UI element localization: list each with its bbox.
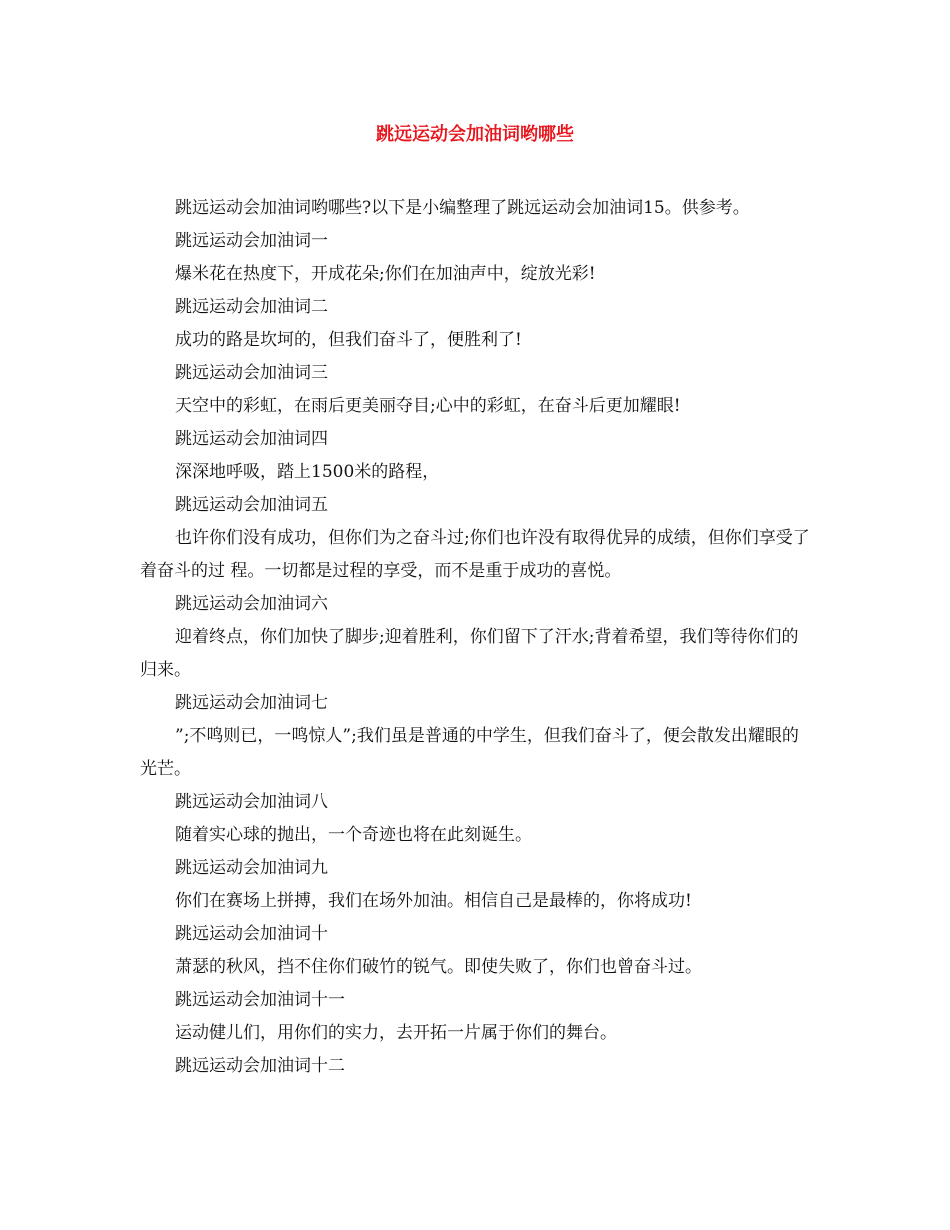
paragraph: 萧瑟的秋风，挡不住你们破竹的锐气。即使失败了，你们也曾奋斗过。 <box>175 957 702 977</box>
section-heading: 跳远运动会加油词二 <box>175 297 328 317</box>
document-title: 跳远运动会加油词哟哪些 <box>376 124 574 145</box>
paragraph: 爆米花在热度下，开成花朵;你们在加油声中，绽放光彩! <box>175 264 596 284</box>
section-heading: 跳远运动会加油词五 <box>175 495 328 515</box>
paragraph: 深深地呼吸，踏上1500米的路程， <box>175 462 440 482</box>
section-heading: 跳远运动会加油词九 <box>175 858 328 878</box>
paragraph: 成功的路是坎坷的，但我们奋斗了，便胜利了! <box>175 330 522 350</box>
section-heading: 跳远运动会加油词七 <box>175 693 328 713</box>
paragraph: 跳远运动会加油词哟哪些?以下是小编整理了跳远运动会加油词15。供参考。 <box>175 198 750 218</box>
paragraph: 天空中的彩虹，在雨后更美丽夺目;心中的彩虹，在奋斗后更加耀眼! <box>175 396 681 416</box>
section-heading: 跳远运动会加油词三 <box>175 363 328 383</box>
section-heading: 跳远运动会加油词六 <box>175 594 328 614</box>
paragraph: ”;不鸣则已，一鸣惊人”;我们虽是普通的中学生，但我们奋斗了，便会散发出耀眼的光芒。 <box>140 726 799 779</box>
section-heading: 跳远运动会加油词十一 <box>175 990 345 1010</box>
section-heading: 跳远运动会加油词四 <box>175 429 328 449</box>
paragraph: 迎着终点，你们加快了脚步;迎着胜利，你们留下了汗水;背着希望，我们等待你们的归来。 <box>140 627 799 680</box>
document-body <box>140 192 812 1083</box>
paragraph: 随着实心球的抛出，一个奇迹也将在此刻诞生。 <box>175 825 532 845</box>
paragraph: 也许你们没有成功，但你们为之奋斗过;你们也许没有取得优异的成绩，但你们享受了着奋斗的过 程。一切都是过程的享受，而不是重于成功的喜悦。 <box>140 528 810 581</box>
section-heading: 跳远运动会加油词八 <box>175 792 328 812</box>
section-heading: 跳远运动会加油词一 <box>175 231 328 251</box>
paragraph: 运动健儿们，用你们的实力，去开拓一片属于你们的舞台。 <box>175 1023 617 1043</box>
paragraph: 你们在赛场上拼搏，我们在场外加油。相信自己是最棒的，你将成功! <box>175 891 692 911</box>
section-heading: 跳远运动会加油词十 <box>175 924 328 944</box>
section-heading: 跳远运动会加油词十二 <box>175 1056 345 1076</box>
